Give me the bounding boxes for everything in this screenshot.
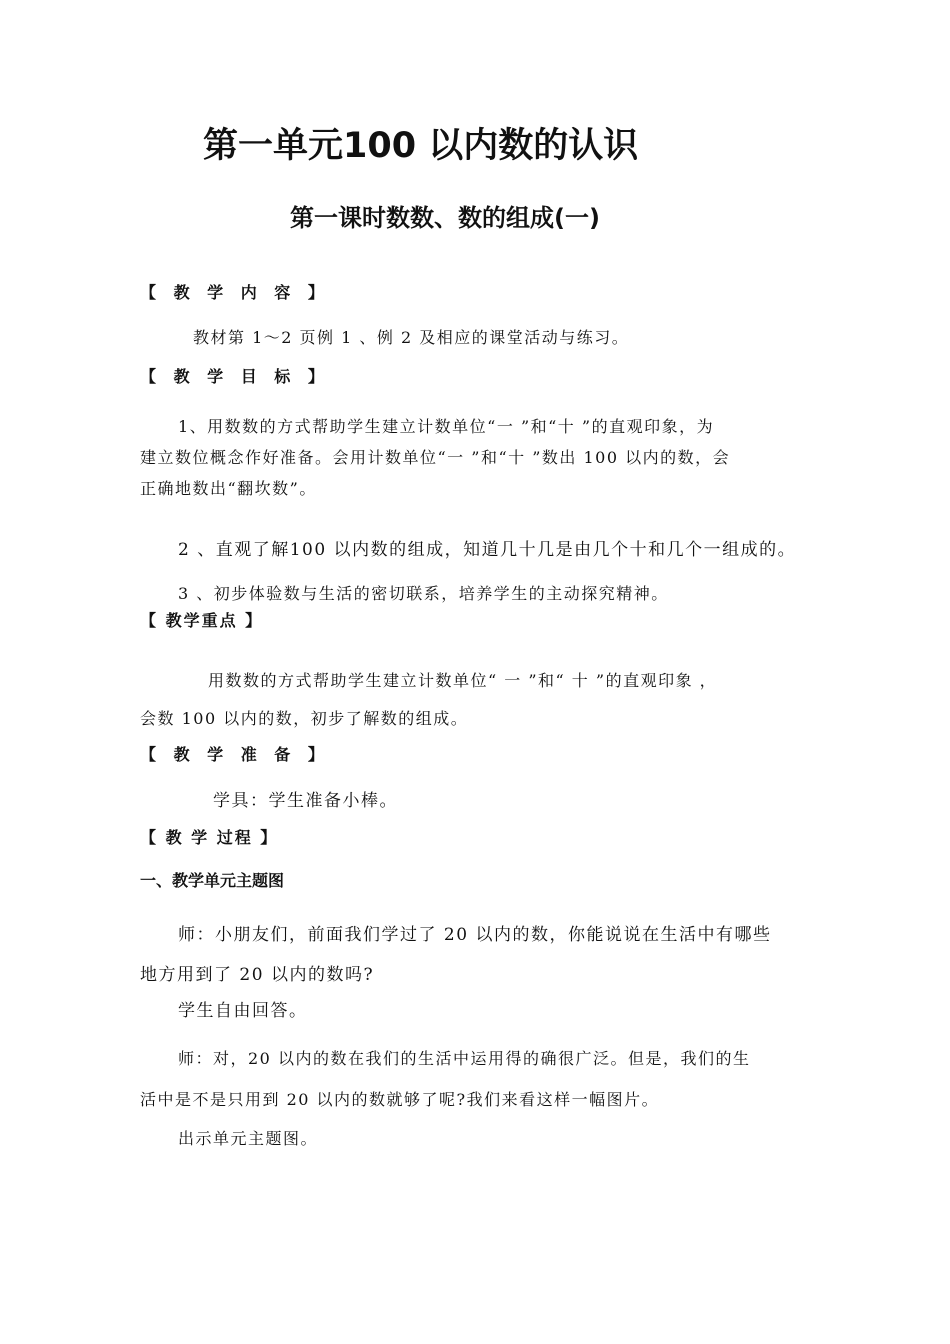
process-paragraph-4: 出示单元主题图。 bbox=[178, 1129, 319, 1148]
goal-1-line-1: 1、用数数的方式帮助学生建立计数单位“一 ”和“十 ”的直观印象，为 bbox=[178, 417, 715, 436]
process-paragraph-2: 学生自由回答。 bbox=[178, 1001, 308, 1021]
document-title: 第一单元100 以内数的认识 bbox=[203, 126, 639, 166]
section-1-title: 一、教学单元主题图 bbox=[140, 871, 285, 890]
lesson-subtitle: 第一课时数数、数的组成(一) bbox=[290, 204, 600, 232]
key-points-line-2: 会数 100 以内的数，初步了解数的组成。 bbox=[140, 709, 469, 728]
preparation-text: 学具：学生准备小棒。 bbox=[213, 791, 398, 811]
heading-preparation: 【 教 学 准 备 】 bbox=[140, 745, 330, 764]
goal-1-line-3: 正确地数出“翻坎数”。 bbox=[140, 479, 317, 498]
heading-teaching-goals: 【 教 学 目 标 】 bbox=[140, 367, 330, 386]
key-points-line-1: 用数数的方式帮助学生建立计数单位“ 一 ”和“ 十 ”的直观印象 ， bbox=[208, 671, 718, 690]
process-paragraph-1-line-1: 师：小朋友们，前面我们学过了 20 以内的数，你能说说在生活中有哪些 bbox=[178, 925, 772, 945]
heading-key-points: 【 教学重点 】 bbox=[140, 611, 264, 630]
process-paragraph-3-line-1: 师：对，20 以内的数在我们的生活中运用得的确很广泛。但是，我们的生 bbox=[178, 1049, 751, 1068]
process-paragraph-1-line-2: 地方用到了 20 以内的数吗? bbox=[140, 965, 375, 985]
goal-2: 2 、直观了解100 以内数的组成，知道几十几是由几个十和几个一组成的。 bbox=[178, 540, 797, 560]
teaching-content-text: 教材第 1～2 页例 1 、例 2 及相应的课堂活动与练习。 bbox=[193, 328, 630, 347]
process-paragraph-3-line-2: 活中是不是只用到 20 以内的数就够了呢?我们来看这样一幅图片。 bbox=[140, 1090, 660, 1109]
goal-1-line-2: 建立数位概念作好准备。会用计数单位“一 ”和“十 ”数出 100 以内的数，会 bbox=[140, 448, 731, 467]
heading-teaching-content: 【 教 学 内 容 】 bbox=[140, 283, 330, 302]
goal-3: 3 、初步体验数与生活的密切联系，培养学生的主动探究精神。 bbox=[178, 584, 669, 603]
heading-teaching-process: 【 教 学 过程 】 bbox=[140, 828, 279, 847]
